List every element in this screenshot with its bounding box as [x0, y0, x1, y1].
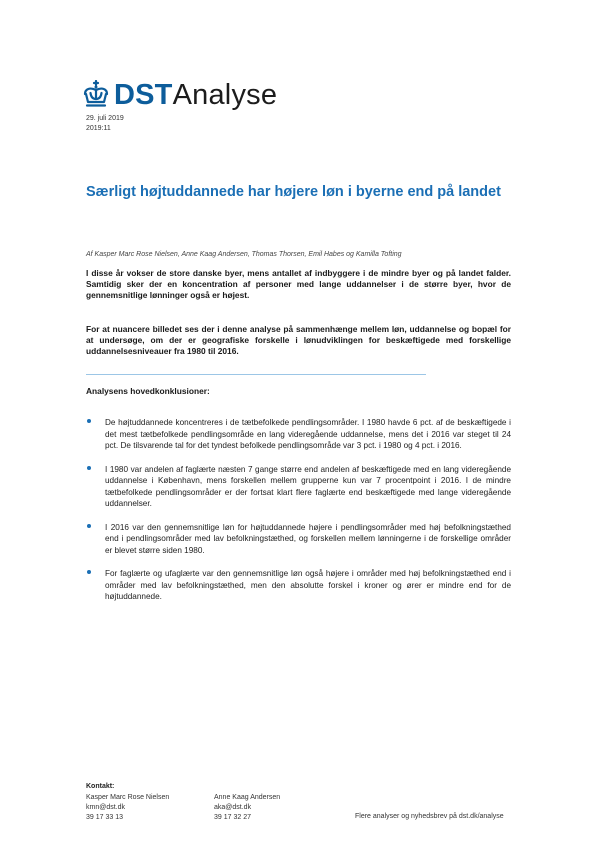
conclusion-text: I 1980 var andelen af faglærte næsten 7 gange større end andelen af beskæftigede med en lang videregående uddannelse i København, mens forskellen mellem grupperne kun var 7 procentpoint i 2016. I de mindre tætbefolkede pendlingsområder er der fortsat klart flere faglærte end beskæftigede med lange videregående uddannelser.	[105, 464, 511, 508]
contact-card	[214, 793, 280, 823]
publication-issue: 2019:11	[86, 125, 111, 132]
bullet-icon	[87, 570, 91, 574]
contact-phone: 39 17 32 27	[214, 814, 251, 821]
more-analyses-link[interactable]: Flere analyser og nyhedsbrev på dst.dk/analyse	[355, 813, 504, 820]
conclusion-text: I 2016 var den gennemsnitlige løn for højtuddannede højere i pendlingsområder med høj befolkningstæthed end i pendlingsområder med lav befolkningstæthed, og forskellen mellem lønningerne i de forskellige områder er blevet større siden 1980.	[105, 522, 511, 555]
logo-product: Analyse	[172, 79, 278, 111]
conclusions-list	[86, 417, 511, 615]
contact-email[interactable]: aka@dst.dk	[214, 804, 252, 811]
lead-paragraph-1: I disse år vokser de store danske byer, mens antallet af indbyggere i de mindre byer og på landet falder. Samtidig sker der en koncentration af personer med lange uddannelser i de større byer, hvor de gennemsnitlige lønninger også er højest.	[86, 268, 511, 301]
conclusions-heading: Analysens hovedkonklusioner:	[86, 386, 210, 396]
bullet-icon	[87, 419, 91, 423]
list-item	[86, 464, 511, 510]
contact-phone: 39 17 33 13	[86, 814, 123, 821]
author-line: Af Kasper Marc Rose Nielsen, Anne Kaag Andersen, Thomas Thorsen, Emil Habes og Kamilla Tofting	[86, 251, 402, 258]
contact-email[interactable]: kmn@dst.dk	[86, 804, 126, 811]
publication-meta	[86, 114, 124, 134]
conclusion-text: De højtuddannede koncentreres i de tætbefolkede pendlingsområder. I 1980 havde 6 pct. af de beskæftigede i det mest tætbefolkede pendlingsområde en lang videregående uddannelse, mens det i 2016 var steget til 24 pct. De tilsvarende tal for det tyndest befolkede pendlingsområde var 3 pct. i 1980 og 4 pct. i 2016.	[105, 418, 511, 450]
lead-paragraph-2: For at nuancere billedet ses der i denne analyse på sammenhænge mellem løn, uddannelse og bopæl for at undersøge, om der er geografiske forskelle i lønudviklingen for beskæftigede med forskellige uddannelsesniveauer fra 1980 til 2016.	[86, 324, 511, 357]
section-divider	[86, 374, 426, 375]
logo-wordmark	[114, 81, 277, 110]
publication-date: 29. juli 2019	[86, 115, 124, 122]
dst-logo	[82, 76, 277, 110]
page-title: Særligt højtuddannede har højere løn i byerne end på landet	[86, 184, 501, 200]
contact-name: Kasper Marc Rose Nielsen	[86, 794, 170, 801]
contact-label: Kontakt:	[86, 783, 115, 790]
contact-name: Anne Kaag Andersen	[214, 794, 281, 801]
crown-icon	[82, 80, 110, 110]
contact-card	[86, 793, 169, 823]
bullet-icon	[87, 524, 91, 528]
list-item	[86, 568, 511, 603]
bullet-icon	[87, 466, 91, 470]
logo-brand: DST	[114, 79, 173, 111]
list-item	[86, 522, 511, 557]
list-item	[86, 417, 511, 452]
conclusion-text: For faglærte og ufaglærte var den gennemsnitlige løn også højere i områder med høj befolkningstæthed end i områder med lav befolkningstæthed, men den absolutte forskel i kroner og ører er mindre end for de højtuddannede.	[105, 569, 511, 601]
